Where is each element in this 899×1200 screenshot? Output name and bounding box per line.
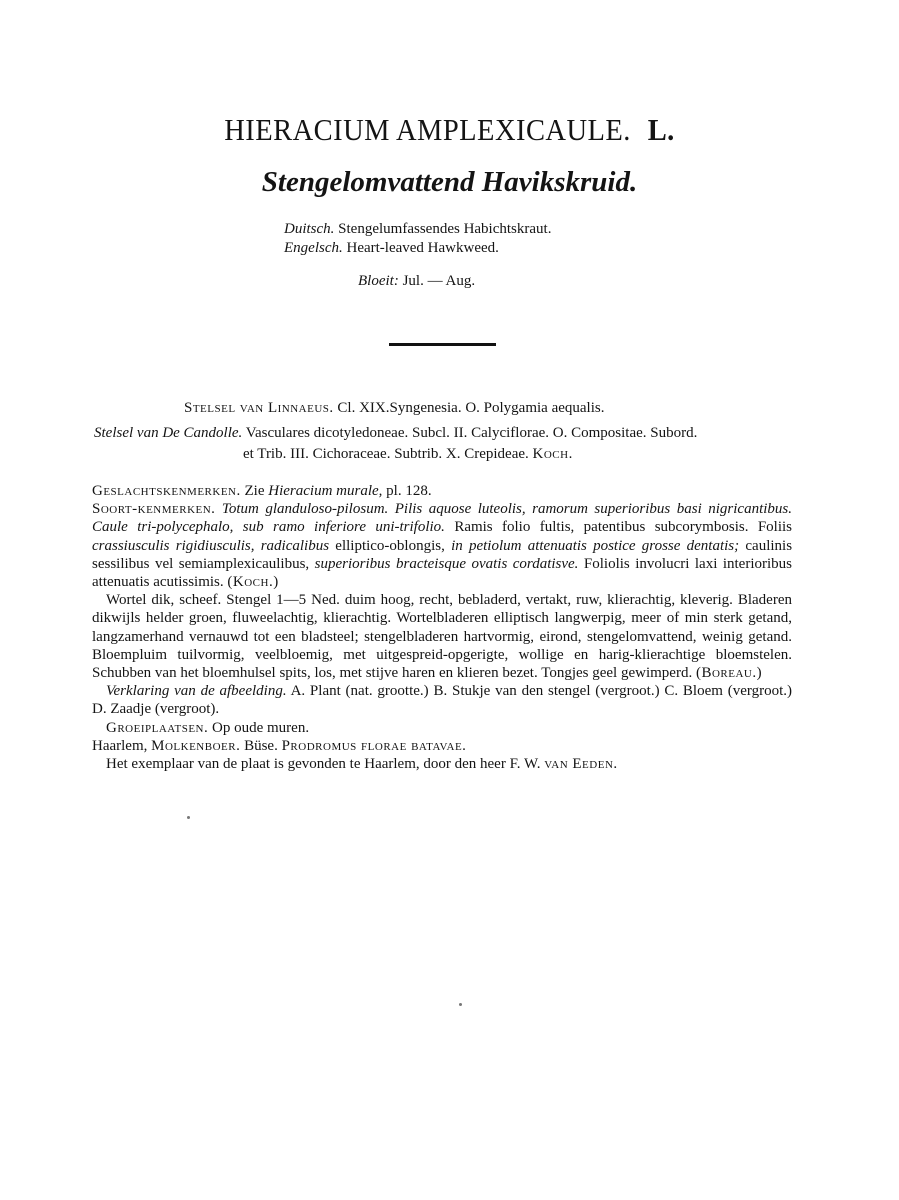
locality [92,737,792,755]
species-text-5: in petiolum attenuatis postice grosse dentatis; [451,537,740,554]
linnaeus-label: Stelsel van Linnaeus. [184,400,334,416]
language-label: Engelsch. [284,240,343,256]
candolle-source: Koch. [532,446,573,462]
vernacular-name: Stengelumfassendes Habichtskraut. [338,221,552,237]
candolle-text-2: et Trib. III. Cichoraceae. Subtrib. X. Crepideae. [243,446,529,462]
flowering-label: Bloeit: [358,273,399,289]
dutch-name: Stengelomvattend Havikskruid. [261,166,638,198]
flowering-period [358,273,475,290]
locality-collector: Molkenboer. [151,737,241,754]
language-label: Duitsch. [284,221,335,237]
flowering-value: Jul. — Aug. [402,273,476,289]
vernacular-german [284,220,551,239]
figure-explanation-text: A. Plant (nat. grootte.) B. Stukje van den stengel (vergroot.) C. Bloem (vergroot.) D. Zaadje (vergroot). [92,683,792,718]
candolle-system [94,425,697,442]
candolle-text: Vasculares dicotyledoneae. Subcl. II. Calyciflorae. O. Compositae. Subord. [245,425,698,441]
vernacular-english [284,239,551,258]
habitat-label: Groeiplaatsen. [106,719,209,736]
specimen-note [92,755,792,773]
genus-plate: pl. 128. [386,483,432,499]
species-text-7: superioribus bracteisque ovatis cordatisve. [314,555,579,572]
species-text-8: Foliolis involucri laxi interioribus attenuatis acutissimis. [92,555,793,591]
paper-speck [459,1003,462,1006]
species-author: L. [647,112,675,147]
description-block [92,482,792,773]
species-source: (Koch.) [227,574,279,591]
genus-reference: Hieracium murale, [268,483,383,499]
habitat [92,719,792,737]
linnaeus-system [184,400,604,417]
paper-speck [187,816,190,819]
specimen-text: Het exemplaar van de plaat is gevonden te Haarlem, door den heer F. W. [106,756,541,773]
figure-explanation [92,682,792,718]
vernacular-name: Heart-leaved Hawkweed. [346,240,499,256]
species-text-6: caulinis sessilibus vel semiamplexicaulibus, [92,537,793,572]
description-body: Wortel dik, scheef. Stengel 1—5 Ned. duim hoog, recht, bebladerd, vertakt, ruw, klierachtig, kleverig. Bladeren dikwijls helder groen, fluweelachtig, klierachtig. Wortelbladeren elliptisch langwerpig, meer of min sterk getand, langzamerhand vernauwd tot een bladsteel; stengelbladeren hartvormig, eirond, stengelomvattend, weinig getand. Bloempluim tuilvormig, veelbloemig, met uitgespreid-opgerigte, wollige en harig-klierachtige bloemstelen. Schubben van het bloemhulsel spits, los, met stijve haren en klieren bezet. Tongjes geel gewimperd. [92,592,792,682]
vernacular-names [284,220,551,258]
habitat-text: Op oude muren. [212,719,310,736]
genus-pre: Zie [244,483,265,499]
description-source: (Boreau.) [695,665,763,682]
linnaeus-text: Cl. XIX.Syngenesia. O. Polygamia aequalis. [337,400,605,416]
description-text [92,591,792,682]
species-name: HIERACIUM AMPLEXICAULE. [224,112,631,147]
genus-label: Geslachtskenmerken. [92,483,241,499]
genus-characters [92,482,792,500]
species-text-1: Totum glanduloso-pilosum. Pilis aquose luteolis, ramorum superioribus basi nigricantibus. Caule tri-polycephalo, sub ramo inferiore uni-trifolio. [92,501,792,536]
figure-explanation-label: Verklaring van de afbeelding. [106,683,287,700]
page-title [36,112,863,148]
species-characters [92,500,792,591]
reference-author: Büse. [244,737,278,754]
specimen-finder: van Eeden. [544,756,618,773]
reference-title: Prodromus florae batavae. [281,737,467,754]
species-text-4: elliptico-oblongis, [335,537,445,554]
section-divider [389,343,496,346]
candolle-label: Stelsel van De Candolle. [94,425,243,441]
candolle-system-continued [243,446,573,463]
species-label: Soort-kenmerken. [92,501,216,518]
species-text-3: crassiusculis rigidiusculis, radicalibus [92,537,330,554]
locality-place: Haarlem, [92,737,148,754]
species-text-2: Ramis folio fultis, patentibus subcorymbosis. Foliis [454,519,792,536]
